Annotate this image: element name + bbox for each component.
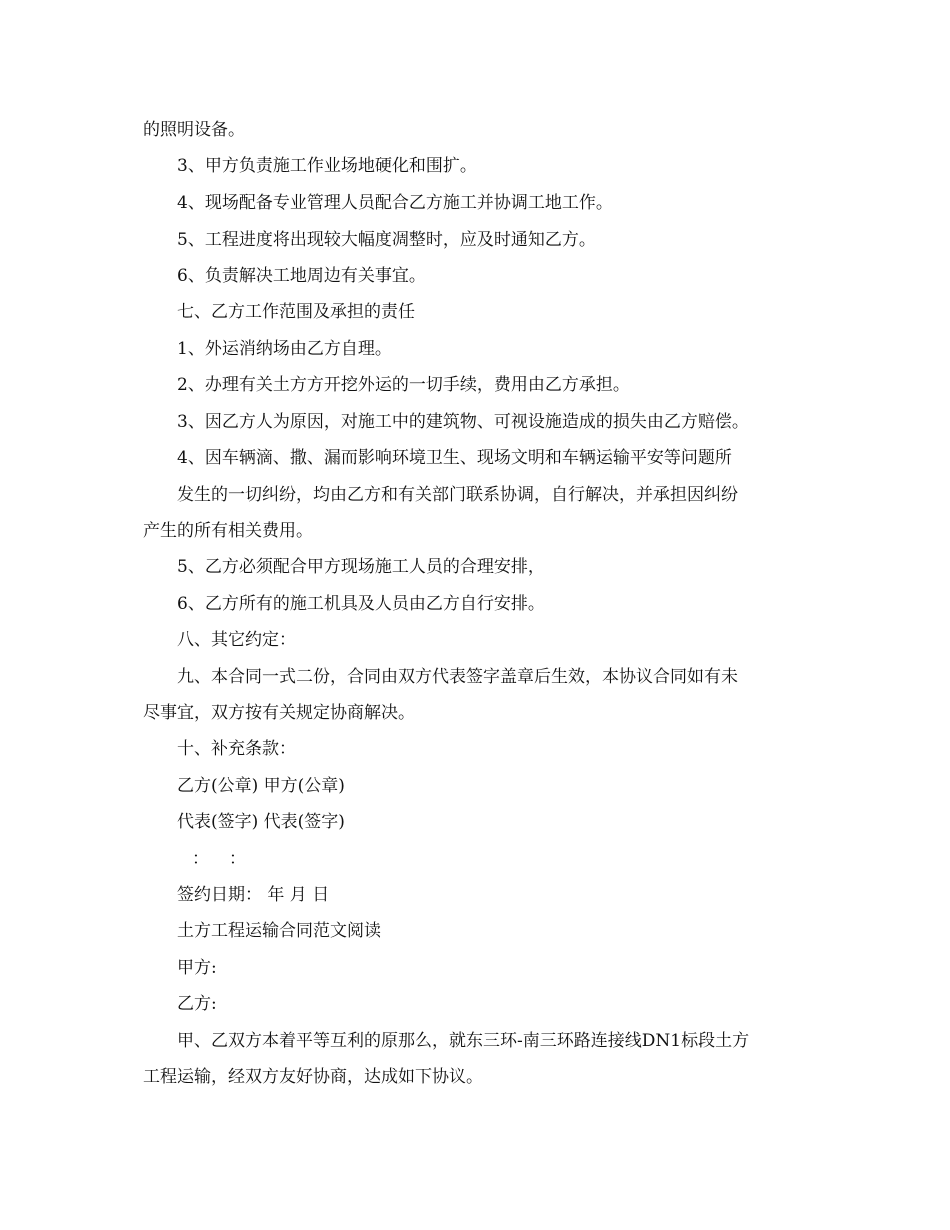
text-line: 6、负责解决工地周边有关事宜。 [177, 266, 426, 286]
text-line: 3、甲方负责施工作业场地硬化和围扩。 [177, 156, 477, 176]
text-line: 2、办理有关土方方开挖外运的一切手续，费用由乙方承担。 [177, 375, 630, 395]
colon-mark: ： [192, 849, 209, 869]
section-heading: 七、乙方工作范围及承担的责任 [177, 302, 415, 322]
text-line: 甲、乙双方本着平等互利的原那么，就东三环-南三环路连接线DN1标段土方 [177, 1031, 750, 1051]
text-line: 5、工程进度将出现较大幅度凋整时，应及时通知乙方。 [177, 230, 596, 250]
text-line: 4、因车辆滴、撒、漏而影响环境卫生、现场文明和车辆运输平安等问题所 [177, 448, 732, 468]
section-heading: 八、其它约定： [177, 630, 296, 650]
signature-line: 代表(签字) 代表(签字) [177, 812, 345, 832]
document-title: 土方工程运输合同范文阅读 [177, 921, 381, 941]
text-line: 产生的所有相关费用。 [143, 521, 313, 541]
text-line: 的照明设备。 [143, 120, 245, 140]
text-line: 1、外运消纳场由乙方自理。 [177, 339, 392, 359]
party-a: 甲方: [177, 958, 217, 978]
signature-colons [0, 841, 950, 877]
party-b: 乙方: [177, 994, 217, 1014]
signature-line: 乙方(公章) 甲方(公章) [177, 776, 345, 796]
colon-mark: ： [229, 849, 246, 869]
text-line: 6、乙方所有的施工机具及人员由乙方自行安排。 [177, 594, 545, 614]
text-line: 尽事宜，双方按有关规定协商解决。 [143, 703, 415, 723]
text-line: 4、现场配备专业管理人员配合乙方施工并协调工地工作。 [177, 193, 613, 213]
text-line: 九、本合同一式二份，合同由双方代表签字盖章后生效，本协议合同如有未 [177, 667, 738, 687]
text-line: 3、因乙方人为原因，对施工中的建筑物、可视设施造成的损失由乙方赔偿。 [177, 412, 749, 432]
signing-date: 签约日期： 年 月 日 [177, 885, 330, 905]
text-line: 5、乙方必须配合甲方现场施工人员的合理安排， [177, 557, 545, 577]
section-heading: 十、补充条款： [177, 739, 296, 759]
text-line: 发生的一切纠纷，均由乙方和有关部门联系协调，自行解决，并承担因纠纷 [177, 485, 738, 505]
text-line: 工程运输，经双方友好协商，达成如下协议。 [143, 1067, 483, 1087]
